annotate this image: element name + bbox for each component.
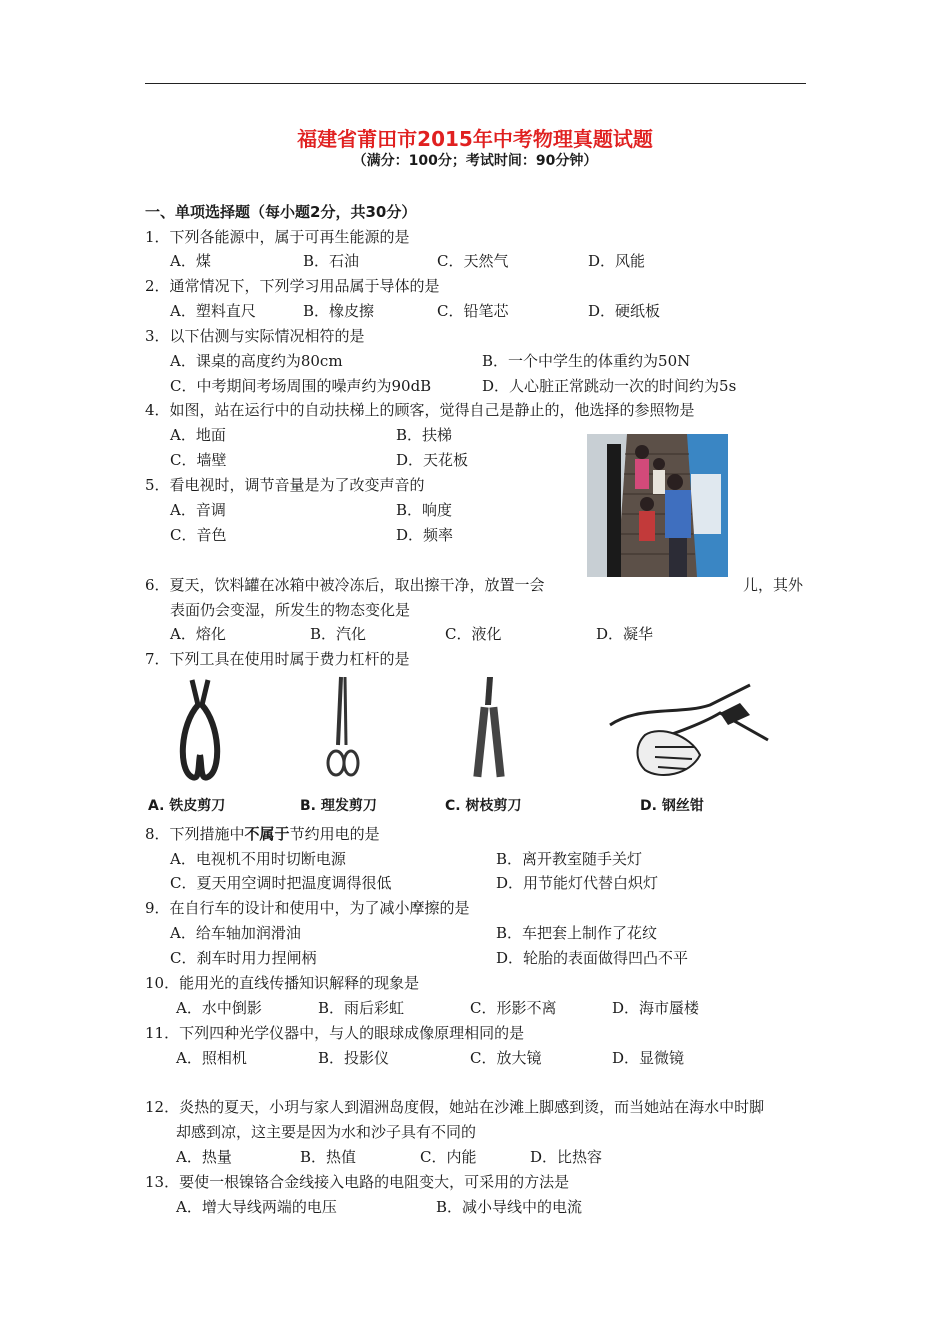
q1-option-d: D．风能: [588, 252, 646, 270]
q5-option-c: C．音色: [170, 526, 227, 544]
q3-stem: 3．以下估测与实际情况相符的是: [145, 327, 365, 345]
q10-option-d: D．海市蜃楼: [612, 999, 700, 1017]
q7-stem: 7．下列工具在使用时属于费力杠杆的是: [145, 650, 410, 668]
q4-option-a: A．地面: [170, 426, 226, 444]
q2-option-c: C．铅笔芯: [437, 302, 509, 320]
q6-option-b: B．汽化: [310, 625, 367, 643]
q2-option-d: D．硬纸板: [588, 302, 661, 320]
q11-option-c: C．放大镜: [470, 1049, 542, 1067]
escalator-photo: [587, 434, 728, 577]
q2-option-b: B．橡皮擦: [303, 302, 375, 320]
q10-option-c: C．形影不离: [470, 999, 557, 1017]
q5-option-d: D．频率: [396, 526, 454, 544]
q1-stem: 1．下列各能源中，属于可再生能源的是: [145, 228, 410, 246]
q13-option-b: B．减小导线中的电流: [436, 1198, 583, 1216]
wire-pliers-image: [600, 675, 772, 790]
q1-option-b: B．石油: [303, 252, 360, 270]
q5-option-a: A．音调: [170, 501, 226, 519]
q11-option-b: B．投影仪: [318, 1049, 390, 1067]
q8-option-b: B．离开教室随手关灯: [496, 850, 643, 868]
q7-option-a: A. 铁皮剪刀: [148, 798, 226, 814]
q6-option-c: C．液化: [445, 625, 502, 643]
q5-option-b: B．响度: [396, 501, 453, 519]
q11-option-d: D．显微镜: [612, 1049, 685, 1067]
q7-option-b: B. 理发剪刀: [300, 798, 377, 814]
q6-stem: 6．夏天，饮料罐在冰箱中被冷冻后，取出擦干净，放置一会: [145, 576, 545, 594]
tin-snips-image: [170, 675, 230, 790]
q12-stem-line2: 却感到凉，这主要是因为水和沙子具有不同的: [176, 1123, 477, 1141]
q12-stem: 12．炎热的夏天，小玥与家人到湄洲岛度假，她站在沙滩上脚感到烫，而当她站在海水中时脚: [145, 1098, 765, 1116]
section-heading: 一、单项选择题（每小题2分，共30分）: [145, 203, 417, 221]
q8-stem: [145, 824, 380, 844]
q12-option-c: C．内能: [420, 1148, 477, 1166]
q9-option-c: C．刹车时用力捏闸柄: [170, 949, 317, 967]
q7-option-c: C. 树枝剪刀: [445, 798, 522, 814]
q8-option-a: A．电视机不用时切断电源: [170, 850, 346, 868]
page-title: 福建省莆田市2015年中考物理真题试题: [297, 127, 653, 151]
q9-stem: 9．在自行车的设计和使用中，为了减小摩擦的是: [145, 899, 470, 917]
exam-info: （满分：100分；考试时间：90分钟）: [352, 153, 598, 169]
q10-option-a: A．水中倒影: [176, 999, 262, 1017]
barber-scissors-image: [318, 675, 368, 790]
q5-stem: 5．看电视时，调节音量是为了改变声音的: [145, 476, 425, 494]
q12-option-b: B．热值: [300, 1148, 357, 1166]
q13-option-a: A．增大导线两端的电压: [176, 1198, 337, 1216]
q3-option-d: D．人心脏正常跳动一次的时间约为5s: [482, 377, 737, 395]
q2-stem: 2．通常情况下，下列学习用品属于导体的是: [145, 277, 440, 295]
q8-option-c: C．夏天用空调时把温度调得很低: [170, 874, 392, 892]
q6-option-d: D．凝华: [596, 625, 654, 643]
q1-option-c: C．天然气: [437, 252, 509, 270]
q4-option-c: C．墙壁: [170, 451, 227, 469]
q12-option-d: D．比热容: [530, 1148, 603, 1166]
q6-option-a: A．熔化: [170, 625, 226, 643]
q4-stem: 4．如图，站在运行中的自动扶梯上的顾客，觉得自己是静止的，他选择的参照物是: [145, 401, 695, 419]
q6-stem-line2: 表面仍会变湿，所发生的物态变化是: [170, 601, 411, 619]
q8-option-d: D．用节能灯代替白炽灯: [496, 874, 659, 892]
q13-stem: 13．要使一根镍铬合金线接入电路的电阻变大，可采用的方法是: [145, 1173, 570, 1191]
header-rule: [145, 83, 806, 84]
q2-option-a: A．塑料直尺: [170, 302, 256, 320]
branch-shears-image: [455, 675, 525, 790]
q10-option-b: B．雨后彩虹: [318, 999, 405, 1017]
q1-option-a: A．煤: [170, 252, 211, 270]
q4-option-d: D．天花板: [396, 451, 469, 469]
q9-option-a: A．给车轴加润滑油: [170, 924, 301, 942]
q11-stem: 11．下列四种光学仪器中，与人的眼球成像原理相同的是: [145, 1024, 525, 1042]
q11-option-a: A．照相机: [176, 1049, 247, 1067]
q8-stem-pre: 8．下列措施中: [145, 825, 245, 843]
q12-option-a: A．热量: [176, 1148, 232, 1166]
q8-stem-post: 节约用电的是: [289, 825, 380, 843]
q9-option-b: B．车把套上制作了花纹: [496, 924, 658, 942]
q3-option-b: B．一个中学生的体重约为50N: [482, 352, 691, 370]
q10-stem: 10．能用光的直线传播知识解释的现象是: [145, 974, 420, 992]
q3-option-a: A．课桌的高度约为80cm: [170, 352, 343, 370]
q7-option-d: D. 钢丝钳: [640, 798, 704, 814]
q3-option-c: C．中考期间考场周围的噪声约为90dB: [170, 377, 432, 395]
q9-option-d: D．轮胎的表面做得凹凸不平: [496, 949, 689, 967]
q6-stem-end: 儿，其外: [743, 576, 804, 594]
q4-option-b: B．扶梯: [396, 426, 453, 444]
q8-stem-emphasis: 不属于: [244, 825, 290, 843]
